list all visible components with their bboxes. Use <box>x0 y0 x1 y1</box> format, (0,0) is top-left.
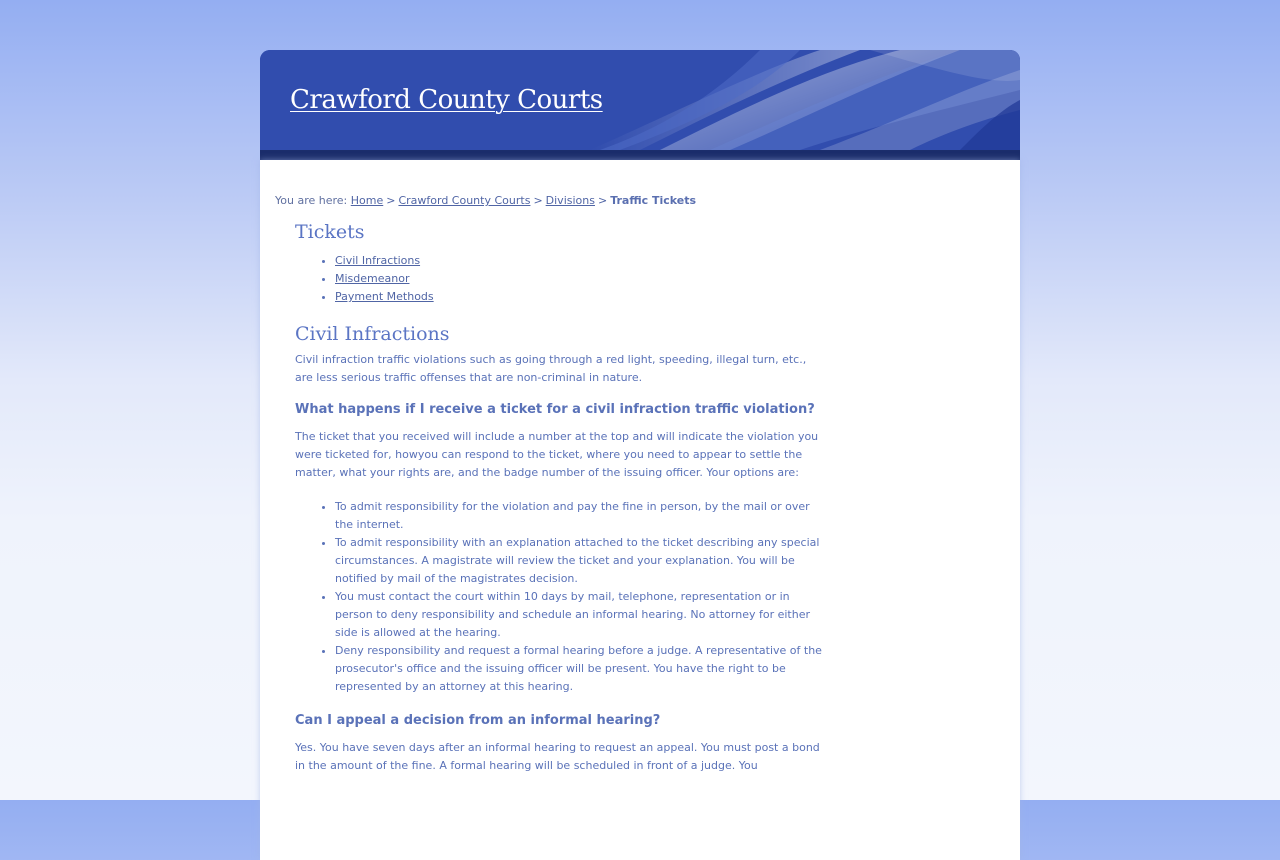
list-item <box>335 252 825 270</box>
header-bar <box>260 150 1020 160</box>
breadcrumb <box>275 194 696 207</box>
breadcrumb-separator: > <box>386 194 396 207</box>
main-content <box>295 220 825 775</box>
breadcrumb-home-link[interactable]: Home <box>350 194 384 207</box>
answer-paragraph: Yes. You have seven days after an informal hearing to request an appeal. You must post a bond in the amount of the fine. A formal hearing will be scheduled in front of a judge. You <box>295 741 820 772</box>
breadcrumb-current: Traffic Tickets <box>610 194 697 207</box>
civil-infractions-link[interactable]: Civil Infractions <box>335 254 421 267</box>
question-heading: What happens if I receive a ticket for a civil infraction traffic violation? <box>295 402 815 417</box>
breadcrumb-separator: > <box>597 194 608 207</box>
list-item: • Deny responsibility and request a formal hearing before a judge. A representative of the prosecutor's office and the issuing officer will be present. You have the right to be represented by an attorney at this hearing. <box>335 642 825 696</box>
question-heading: Can I appeal a decision from an informal hearing? <box>295 713 661 728</box>
civil-intro-paragraph: Civil infraction traffic violations such as going through a red light, speeding, illegal turn, etc., are less serious traffic offenses that are non-criminal in nature. <box>295 353 807 384</box>
page-wrapper <box>260 50 1020 860</box>
content-panel <box>260 160 1020 860</box>
list-item: • To admit responsibility for the violation and pay the fine in person, by the mail or over the internet. <box>335 498 825 534</box>
payment-methods-link[interactable]: Payment Methods <box>335 290 434 303</box>
misdemeanor-link[interactable]: Misdemeanor <box>335 272 410 285</box>
list-item: • You must contact the court within 10 days by mail, telephone, representation or in person to deny responsibility and schedule an informal hearing. No attorney for either side is allowed at the hearing. <box>335 588 825 642</box>
answer-paragraph: The ticket that you received will include a number at the top and will indicate the violation you were ticketed for, howyou can respond to the ticket, where you need to appear to settle the matter, what your rights are, and the badge number of the issuing officer. Your options are: <box>295 430 819 479</box>
list-item: • To admit responsibility with an explanation attached to the ticket describing any special circumstances. A magistrate will review the ticket and your explanation. You will be notified by mail of the magistrates decision. <box>335 534 825 588</box>
tickets-link-list <box>295 252 825 306</box>
options-list <box>295 498 825 696</box>
site-title-link[interactable]: Crawford County Courts <box>290 85 603 115</box>
civil-infractions-heading: Civil Infractions <box>295 323 450 345</box>
site-header <box>260 50 1020 150</box>
breadcrumb-courts-link[interactable]: Crawford County Courts <box>398 194 531 207</box>
tickets-heading: Tickets <box>295 221 365 243</box>
breadcrumb-separator: > <box>533 194 543 207</box>
list-item <box>335 270 825 288</box>
breadcrumb-divisions-link[interactable]: Divisions <box>545 194 595 207</box>
breadcrumb-prefix: You are here: <box>275 194 348 207</box>
list-item <box>335 288 825 306</box>
